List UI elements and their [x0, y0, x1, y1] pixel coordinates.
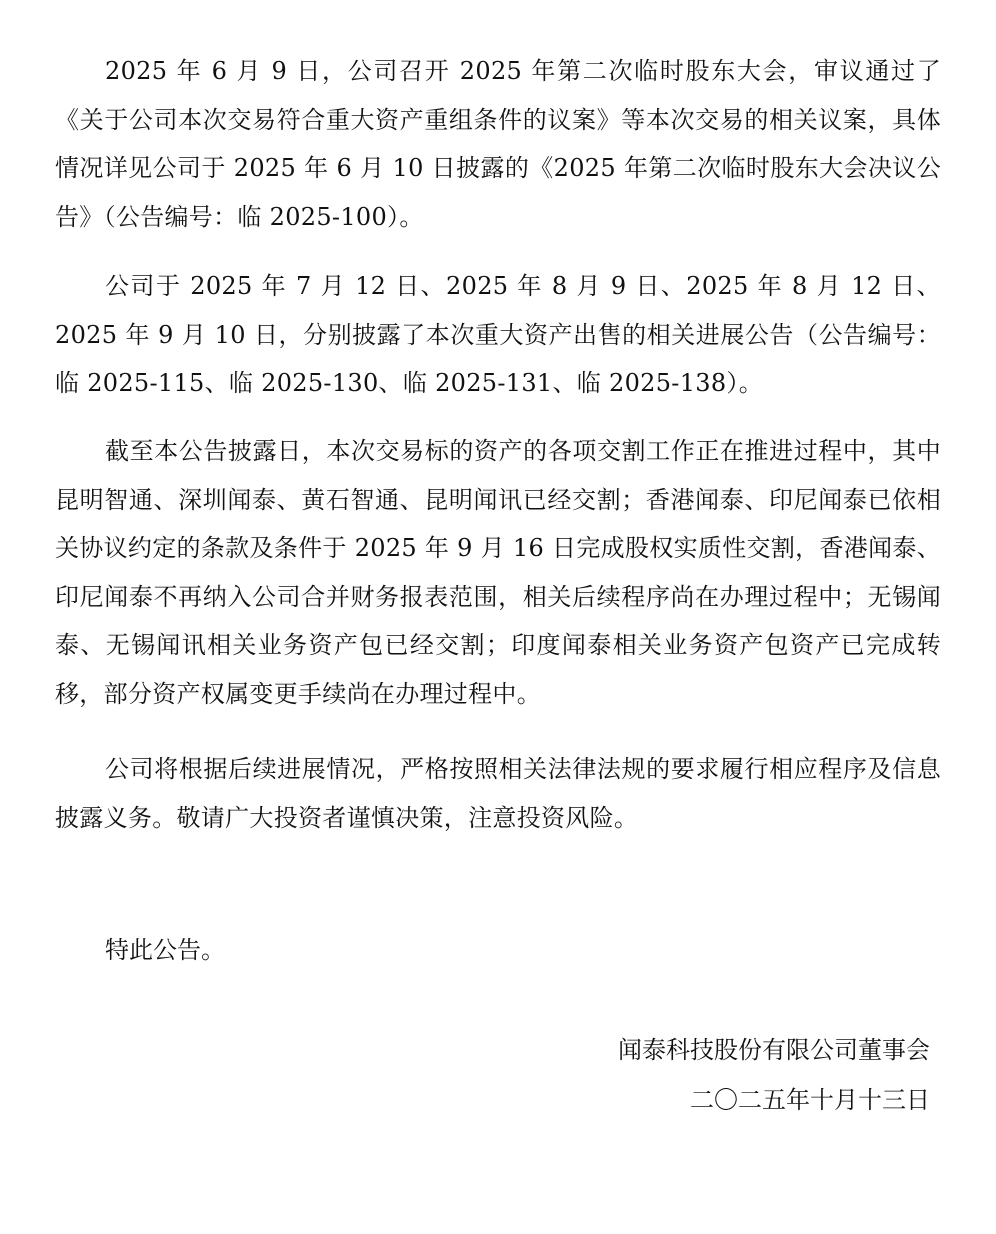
- closing-statement: 特此公告。: [105, 936, 225, 964]
- paragraph-delivery-status: 截至本公告披露日，本次交易标的资产的各项交割工作正在推进过程中，其中昆明智通、深圳闻泰、黄石智通、昆明闻讯已经交割；香港闻泰、印尼闻泰已依相关协议约定的条款及条件于 2025 年 9 月 16 日完成股权实质性交割，香港闻泰、印尼闻泰不再纳入公司合并财务报表范围，相关后续程序尚在办理过程中；无锡闻泰、无锡闻讯相关业务资产包已经交割；印度闻泰相关业务资产包资产已完成转移，部分资产权属变更手续尚在办理过程中。: [55, 437, 941, 708]
- paragraph-shareholder-meeting: 2025 年 6 月 9 日，公司召开 2025 年第二次临时股东大会，审议通过了《关于公司本次交易符合重大资产重组条件的议案》等本次交易的相关议案，具体情况详见公司于 2025 年 6 月 10 日披露的《2025 年第二次临时股东大会决议公告》（公告编号：临 2025-100）。: [55, 57, 941, 231]
- paragraph-progress-announcements: 公司于 2025 年 7 月 12 日、2025 年 8 月 9 日、2025 年 8 月 12 日、2025 年 9 月 10 日，分别披露了本次重大资产出售的相关进展公告（公告编号：临 2025-115、临 2025-130、临 2025-131、临 2025-138）。: [55, 272, 941, 397]
- signature-date: 二〇二五年十月十三日: [690, 1086, 930, 1114]
- paragraph-risk-notice: 公司将根据后续进展情况，严格按照相关法律法规的要求履行相应程序及信息披露义务。敬请广大投资者谨慎决策，注意投资风险。: [55, 755, 941, 832]
- signature-company: 闻泰科技股份有限公司董事会: [618, 1036, 930, 1064]
